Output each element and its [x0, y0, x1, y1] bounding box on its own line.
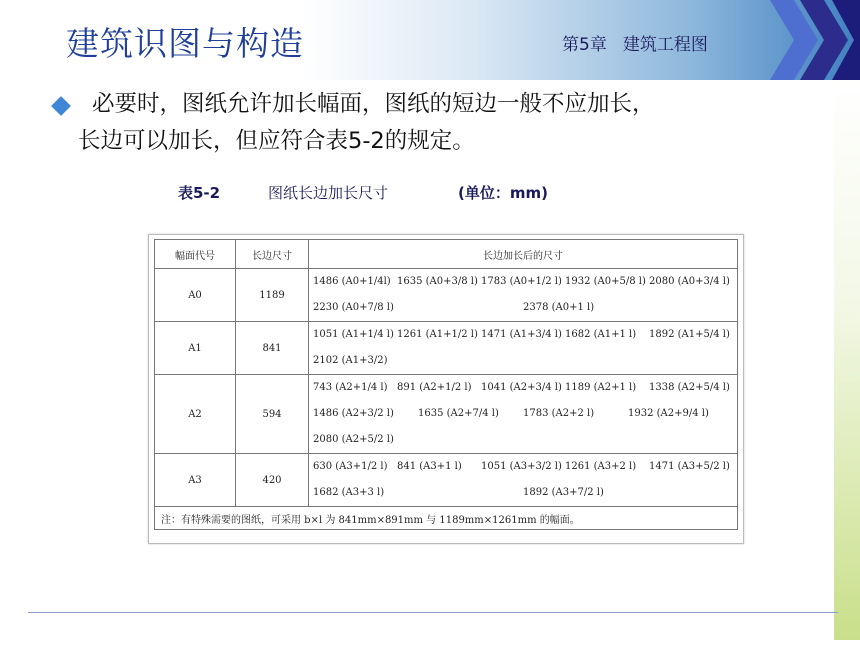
table-image	[148, 234, 744, 544]
extended-value: 1041 (A2+3/4 l)	[481, 382, 562, 393]
extended-value: 1051 (A1+1/4 l)	[313, 329, 394, 340]
table-number: 表5-2	[178, 184, 221, 202]
extended-value: 1486 (A2+3/2 l)	[313, 408, 394, 419]
extended-value: 1892 (A3+7/2 l)	[523, 487, 604, 498]
bullet-diamond-icon	[51, 96, 71, 116]
extended-value: 1682 (A3+3 l)	[313, 487, 385, 498]
extended-value: 743 (A2+1/4 l)	[313, 382, 388, 393]
extended-value: 2230 (A0+7/8 l)	[313, 302, 394, 313]
extended-value: 1635 (A0+3/8 l)	[397, 276, 478, 287]
extended-line	[313, 454, 733, 480]
extended-value: 841 (A3+1 l)	[397, 461, 462, 472]
extended-value: 2080 (A0+3/4 l)	[649, 276, 730, 287]
extended-line	[313, 348, 733, 374]
extended-line	[313, 295, 733, 321]
extended-line	[313, 269, 733, 295]
extended-value: 1682 (A1+1 l)	[565, 329, 637, 340]
chapter-number: 第5章	[562, 35, 607, 55]
extended-value: 2102 (A1+3/2)	[313, 355, 388, 366]
extended-value: 1471 (A3+5/2 l)	[649, 461, 730, 472]
table-row	[155, 454, 738, 507]
table-caption	[178, 182, 548, 203]
chapter-name: 建筑工程图	[622, 35, 708, 55]
chapter-label	[562, 30, 724, 55]
extended-value: 2378 (A0+1 l)	[523, 302, 595, 313]
cell-code: A2	[155, 375, 236, 454]
table-row	[155, 269, 738, 322]
extended-value: 891 (A2+1/2 l)	[397, 382, 472, 393]
extended-value: 1635 (A2+7/4 l)	[418, 408, 499, 419]
cell-extended	[309, 454, 738, 507]
cell-length: 1189	[236, 269, 309, 322]
extended-line	[313, 401, 733, 427]
header-extended: 长边加长后的尺寸	[309, 240, 738, 269]
body-line-2: 长边可以加长，但应符合表5-2的规定。	[78, 128, 475, 154]
body-paragraph	[78, 86, 818, 160]
extended-line	[313, 322, 733, 348]
cell-extended	[309, 375, 738, 454]
side-decoration	[834, 80, 860, 640]
cell-extended	[309, 269, 738, 322]
page-title: 建筑识图与构造	[66, 24, 304, 63]
extended-value: 1783 (A0+1/2 l)	[481, 276, 562, 287]
body-line-1: 必要时，图纸允许加长幅面，图纸的短边一般不应加长，	[92, 91, 655, 117]
extended-value: 1471 (A1+3/4 l)	[481, 329, 562, 340]
table-unit: (单位：mm)	[458, 184, 548, 202]
extended-value: 1486 (A0+1/4l)	[313, 276, 391, 287]
extended-value: 1051 (A3+3/2 l)	[481, 461, 562, 472]
cell-code: A3	[155, 454, 236, 507]
cell-code: A1	[155, 322, 236, 375]
extended-value: 1892 (A1+5/4 l)	[649, 329, 730, 340]
footer-divider	[28, 612, 838, 613]
chevron-decoration-icon	[760, 0, 860, 80]
header-length: 长边尺寸	[236, 240, 309, 269]
extended-value: 1783 (A2+2 l)	[523, 408, 595, 419]
cell-code: A0	[155, 269, 236, 322]
extended-value: 1261 (A1+1/2 l)	[397, 329, 478, 340]
extended-value: 1932 (A0+5/8 l)	[565, 276, 646, 287]
extended-value: 1189 (A2+1 l)	[565, 382, 637, 393]
header-code: 幅面代号	[155, 240, 236, 269]
extended-value: 2080 (A2+5/2 l)	[313, 434, 394, 445]
extended-value: 1338 (A2+5/4 l)	[649, 382, 730, 393]
extended-line	[313, 375, 733, 401]
cell-length: 594	[236, 375, 309, 454]
table-row	[155, 375, 738, 454]
extended-line	[313, 480, 733, 506]
cell-length: 420	[236, 454, 309, 507]
cell-length: 841	[236, 322, 309, 375]
table-row	[155, 322, 738, 375]
extended-line	[313, 427, 733, 453]
cell-extended	[309, 322, 738, 375]
table-note: 注：有特殊需要的图纸，可采用 b×l 为 841mm×891mm 与 1189mm×1261mm 的幅面。	[155, 507, 738, 530]
extended-value: 630 (A3+1/2 l)	[313, 461, 388, 472]
size-table	[154, 239, 738, 530]
extended-value: 1932 (A2+9/4 l)	[628, 408, 709, 419]
table-name: 图纸长边加长尺寸	[268, 184, 389, 202]
extended-value: 1261 (A3+2 l)	[565, 461, 637, 472]
